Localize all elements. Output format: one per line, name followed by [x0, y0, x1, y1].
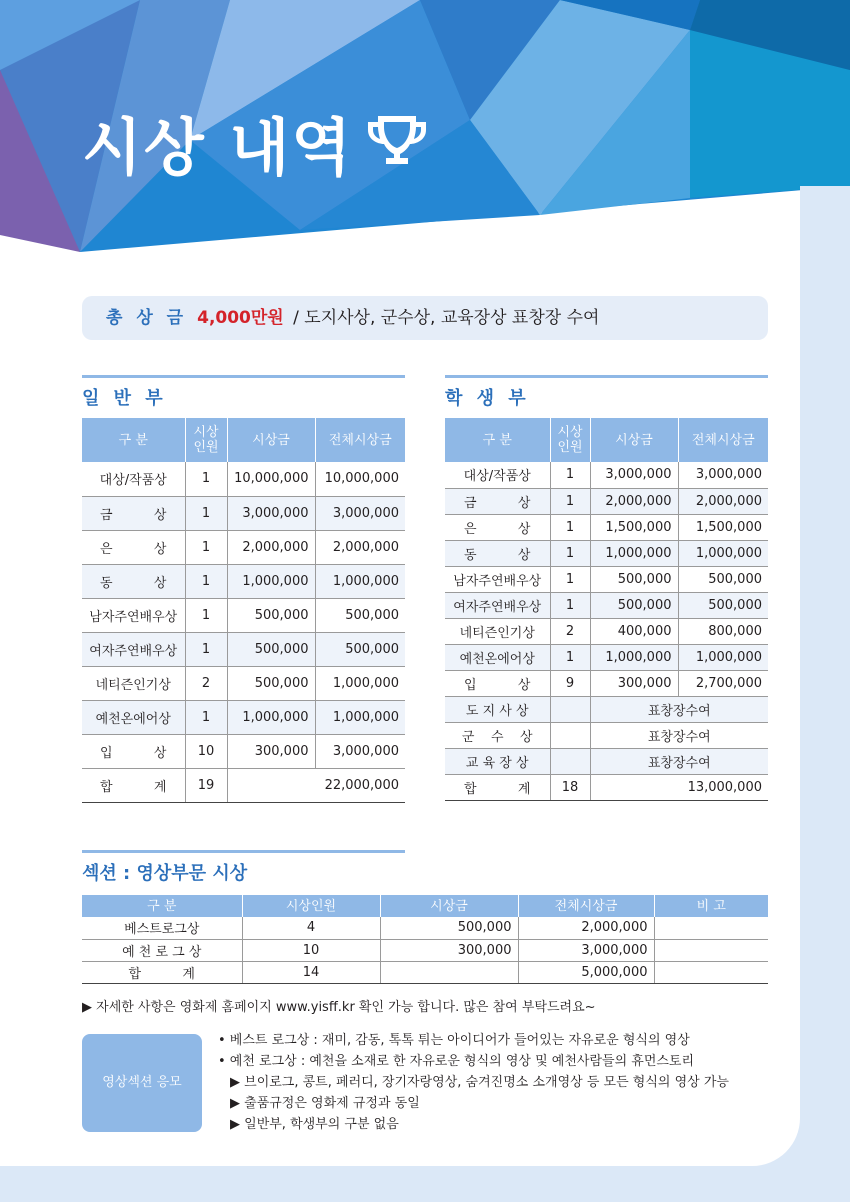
- apply-sub-line: ▶ 출품규정은 영화제 규정과 동일: [230, 1096, 420, 1111]
- honor-row: [445, 722, 768, 748]
- info-note: ▶ 자세한 사항은 영화제 홈페이지 www.yisff.kr 확인 가능 합니다. 많은 참여 부탁드려요~: [82, 1000, 596, 1015]
- award-total: 3,000,000: [518, 939, 654, 961]
- award-name: 금 상: [445, 488, 550, 514]
- total-count: 18: [550, 774, 590, 800]
- award-note: [654, 917, 768, 939]
- table-row: [445, 618, 768, 644]
- total-label: 합 계: [445, 774, 550, 800]
- award-count: 1: [185, 632, 227, 666]
- award-total: 3,000,000: [678, 462, 768, 488]
- honor-value: 표창장수여: [590, 722, 768, 748]
- table-row: [445, 644, 768, 670]
- col-total: 전체시상금: [315, 418, 405, 462]
- award-total: 2,700,000: [678, 670, 768, 696]
- award-total: 2,000,000: [678, 488, 768, 514]
- section-heading: [82, 850, 405, 883]
- summary-amount: 4,000만원: [197, 308, 284, 328]
- apply-label: 영상섹션 응모: [82, 1034, 202, 1132]
- total-row: [82, 961, 768, 983]
- award-count: 1: [550, 488, 590, 514]
- award-count: 1: [550, 514, 590, 540]
- table-row: [445, 488, 768, 514]
- award-total: 500,000: [678, 592, 768, 618]
- honor-value: 표창장수여: [590, 748, 768, 774]
- award-prize: 10,000,000: [227, 462, 315, 496]
- general-table: [82, 418, 405, 803]
- honor-name: 교 육 장 상: [445, 748, 550, 774]
- total-amount: 13,000,000: [590, 774, 768, 800]
- table-row: [445, 670, 768, 696]
- col-category: 구 분: [82, 418, 185, 462]
- honor-name: 도 지 사 상: [445, 696, 550, 722]
- award-prize: 500,000: [227, 598, 315, 632]
- award-prize: 500,000: [590, 592, 678, 618]
- table-row: [445, 592, 768, 618]
- section-heading-text: 섹션 : 영상부문 시상: [82, 863, 248, 884]
- award-count: 1: [185, 496, 227, 530]
- honor-count: [550, 722, 590, 748]
- apply-sub-line: ▶ 일반부, 학생부의 구분 없음: [230, 1117, 399, 1132]
- award-name: 여자주연배우상: [82, 632, 185, 666]
- award-name: 입 상: [82, 734, 185, 768]
- award-total: 500,000: [315, 632, 405, 666]
- award-name: 금 상: [82, 496, 185, 530]
- award-prize: 1,000,000: [590, 540, 678, 566]
- award-name: 대상/작품상: [445, 462, 550, 488]
- honor-count: [550, 696, 590, 722]
- honor-row: [445, 748, 768, 774]
- award-prize: 500,000: [590, 566, 678, 592]
- award-total: 10,000,000: [315, 462, 405, 496]
- award-prize: 300,000: [227, 734, 315, 768]
- award-name: 여자주연배우상: [445, 592, 550, 618]
- honor-value: 표창장수여: [590, 696, 768, 722]
- student-heading: [445, 375, 768, 408]
- award-name: 네티즌인기상: [445, 618, 550, 644]
- award-count: 1: [185, 530, 227, 564]
- honor-row: [445, 696, 768, 722]
- award-name: 예천온에어상: [445, 644, 550, 670]
- award-prize: 1,000,000: [227, 700, 315, 734]
- award-name: 은 상: [445, 514, 550, 540]
- award-name: 동 상: [82, 564, 185, 598]
- award-name: 예천온에어상: [82, 700, 185, 734]
- award-prize: 300,000: [590, 670, 678, 696]
- award-name: 남자주연배우상: [82, 598, 185, 632]
- award-name: 베스트로그상: [82, 917, 242, 939]
- table-row: [82, 700, 405, 734]
- total-label: 합 계: [82, 768, 185, 802]
- award-count: 1: [185, 598, 227, 632]
- table-row: [82, 632, 405, 666]
- table-row: [445, 514, 768, 540]
- award-count: 1: [185, 462, 227, 496]
- total-count: 19: [185, 768, 227, 802]
- award-total: 1,000,000: [315, 666, 405, 700]
- table-row: [445, 462, 768, 488]
- total-row: [445, 774, 768, 800]
- award-count: 2: [550, 618, 590, 644]
- award-total: 3,000,000: [315, 496, 405, 530]
- award-total: 3,000,000: [315, 734, 405, 768]
- award-name: 대상/작품상: [82, 462, 185, 496]
- table-row: [82, 564, 405, 598]
- table-row: [82, 496, 405, 530]
- award-total: 1,000,000: [678, 644, 768, 670]
- total-amount: 22,000,000: [227, 768, 405, 802]
- award-total: 1,000,000: [315, 700, 405, 734]
- award-name: 네티즌인기상: [82, 666, 185, 700]
- award-count: 1: [550, 566, 590, 592]
- award-total: 500,000: [678, 566, 768, 592]
- section-col: 전체시상금: [518, 895, 654, 917]
- honor-name: 군 수 상: [445, 722, 550, 748]
- award-total: 500,000: [315, 598, 405, 632]
- award-count: 1: [185, 564, 227, 598]
- award-total: 2,000,000: [518, 917, 654, 939]
- summary-label: 총 상 금: [106, 308, 188, 328]
- summary-detail: / 도지사상, 군수상, 교육장상 표창장 수여: [293, 308, 600, 328]
- award-note: [654, 961, 768, 983]
- award-prize: 3,000,000: [227, 496, 315, 530]
- award-count: 1: [550, 592, 590, 618]
- award-prize: 1,000,000: [590, 644, 678, 670]
- trophy-icon: [364, 112, 430, 168]
- col-count: 시상 인원: [185, 418, 227, 462]
- award-name: 예 천 로 그 상: [82, 939, 242, 961]
- table-row: [445, 566, 768, 592]
- table-row: [82, 462, 405, 496]
- award-total: 5,000,000: [518, 961, 654, 983]
- apply-sub-line: ▶ 브이로그, 콩트, 페러디, 장기자랑영상, 숨겨진명소 소개영상 등 모든 형식의 영상 가능: [230, 1075, 729, 1090]
- award-prize: 300,000: [380, 939, 518, 961]
- col-total: 전체시상금: [678, 418, 768, 462]
- col-prize: 시상금: [590, 418, 678, 462]
- award-count: 2: [185, 666, 227, 700]
- decor-strip: [800, 186, 850, 1202]
- award-prize: 500,000: [227, 632, 315, 666]
- apply-list: [218, 1030, 729, 1135]
- award-total: 1,000,000: [678, 540, 768, 566]
- award-prize: 1,500,000: [590, 514, 678, 540]
- award-count: 9: [550, 670, 590, 696]
- decor-strip-bottom: [0, 1166, 850, 1202]
- section-table: [82, 895, 768, 984]
- award-total: 1,000,000: [315, 564, 405, 598]
- award-total: 800,000: [678, 618, 768, 644]
- table-row: [82, 939, 768, 961]
- award-count: 1: [550, 644, 590, 670]
- page-title: 시상 내역: [82, 111, 354, 184]
- award-prize: 2,000,000: [227, 530, 315, 564]
- award-total: 2,000,000: [315, 530, 405, 564]
- award-prize: 3,000,000: [590, 462, 678, 488]
- col-prize: 시상금: [227, 418, 315, 462]
- prize-summary: [82, 296, 768, 340]
- award-total: 1,500,000: [678, 514, 768, 540]
- award-name: 남자주연배우상: [445, 566, 550, 592]
- col-count: 시상 인원: [550, 418, 590, 462]
- award-prize: [380, 961, 518, 983]
- award-count: 14: [242, 961, 380, 983]
- award-prize: 500,000: [227, 666, 315, 700]
- total-row: [82, 768, 405, 802]
- general-heading: [82, 375, 405, 408]
- award-count: 1: [550, 540, 590, 566]
- general-heading-text: 일 반 부: [82, 388, 167, 409]
- apply-line: • 예천 로그상 : 예천을 소재로 한 자유로운 형식의 영상 및 예천사람들의 휴먼스토리: [218, 1054, 695, 1069]
- table-row: [82, 917, 768, 939]
- table-row: [82, 734, 405, 768]
- award-note: [654, 939, 768, 961]
- apply-line: • 베스트 로그상 : 재미, 감동, 톡톡 튀는 아이디어가 들어있는 자유로운 형식의 영상: [218, 1033, 690, 1048]
- table-row: [82, 598, 405, 632]
- section-col: 시상인원: [242, 895, 380, 917]
- student-heading-text: 학 생 부: [445, 388, 530, 409]
- award-count: 10: [242, 939, 380, 961]
- award-count: 1: [550, 462, 590, 488]
- table-row: [82, 530, 405, 564]
- award-prize: 400,000: [590, 618, 678, 644]
- award-count: 10: [185, 734, 227, 768]
- student-table: [445, 418, 768, 801]
- award-name: 동 상: [445, 540, 550, 566]
- award-count: 1: [185, 700, 227, 734]
- award-count: 4: [242, 917, 380, 939]
- table-row: [445, 540, 768, 566]
- section-col: 구 분: [82, 895, 242, 917]
- section-col: 시상금: [380, 895, 518, 917]
- award-prize: 2,000,000: [590, 488, 678, 514]
- col-category: 구 분: [445, 418, 550, 462]
- award-name: 은 상: [82, 530, 185, 564]
- award-name: 입 상: [445, 670, 550, 696]
- section-col: 비 고: [654, 895, 768, 917]
- award-prize: 1,000,000: [227, 564, 315, 598]
- honor-count: [550, 748, 590, 774]
- table-row: [82, 666, 405, 700]
- award-prize: 500,000: [380, 917, 518, 939]
- award-name: 합 계: [82, 961, 242, 983]
